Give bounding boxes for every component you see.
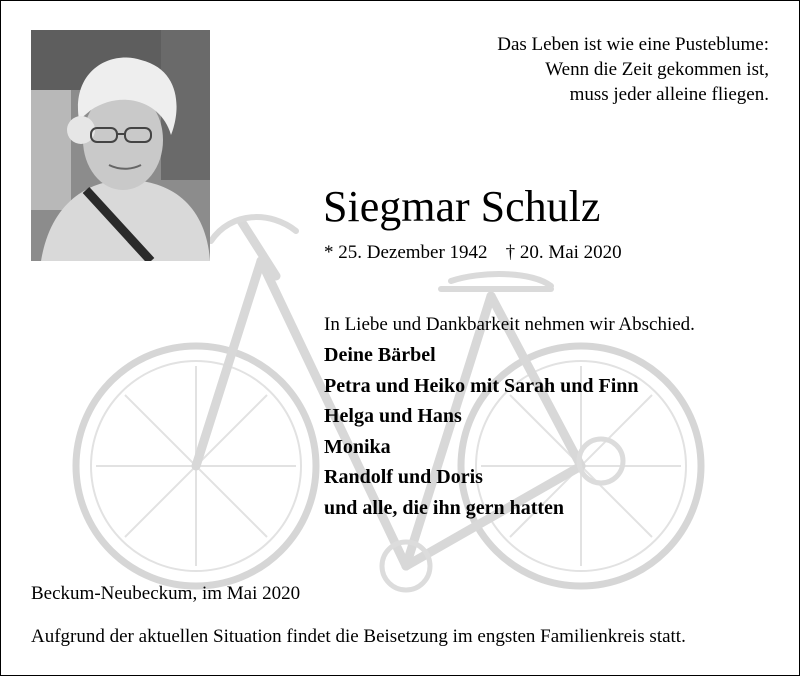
place-and-date: Beckum-Neubeckum, im Mai 2020	[31, 583, 301, 604]
mourner-entry: Helga und Hans	[324, 405, 462, 427]
portrait-illustration	[31, 30, 210, 261]
quote-line-1: Das Leben ist wie eine Pusteblume:	[497, 34, 769, 55]
quote-line-3: muss jeder alleine fliegen.	[569, 84, 769, 105]
quote-block	[409, 32, 769, 107]
burial-notice: Aufgrund der aktuellen Situation findet die Beisetzung im engsten Familienkreis statt.	[31, 626, 686, 647]
quote-line-2: Wenn die Zeit gekommen ist,	[545, 59, 769, 80]
deceased-name: Siegmar Schulz	[323, 182, 601, 231]
farewell-message: In Liebe und Dankbarkeit nehmen wir Abschied.	[324, 314, 695, 335]
mourners-list	[324, 340, 639, 523]
mourner-entry: Petra und Heiko mit Sarah und Finn	[324, 374, 639, 397]
mourner-entry: Monika	[324, 435, 391, 458]
death-date: † 20. Mai 2020	[505, 242, 622, 263]
life-dates	[324, 241, 622, 265]
portrait-photo	[31, 30, 210, 261]
mourner-entry: Randolf und Doris	[324, 466, 483, 488]
birth-date: * 25. Dezember 1942	[324, 242, 488, 263]
mourner-entry: und alle, die ihn gern hatten	[324, 496, 565, 519]
mourner-entry: Deine Bärbel	[324, 344, 436, 366]
